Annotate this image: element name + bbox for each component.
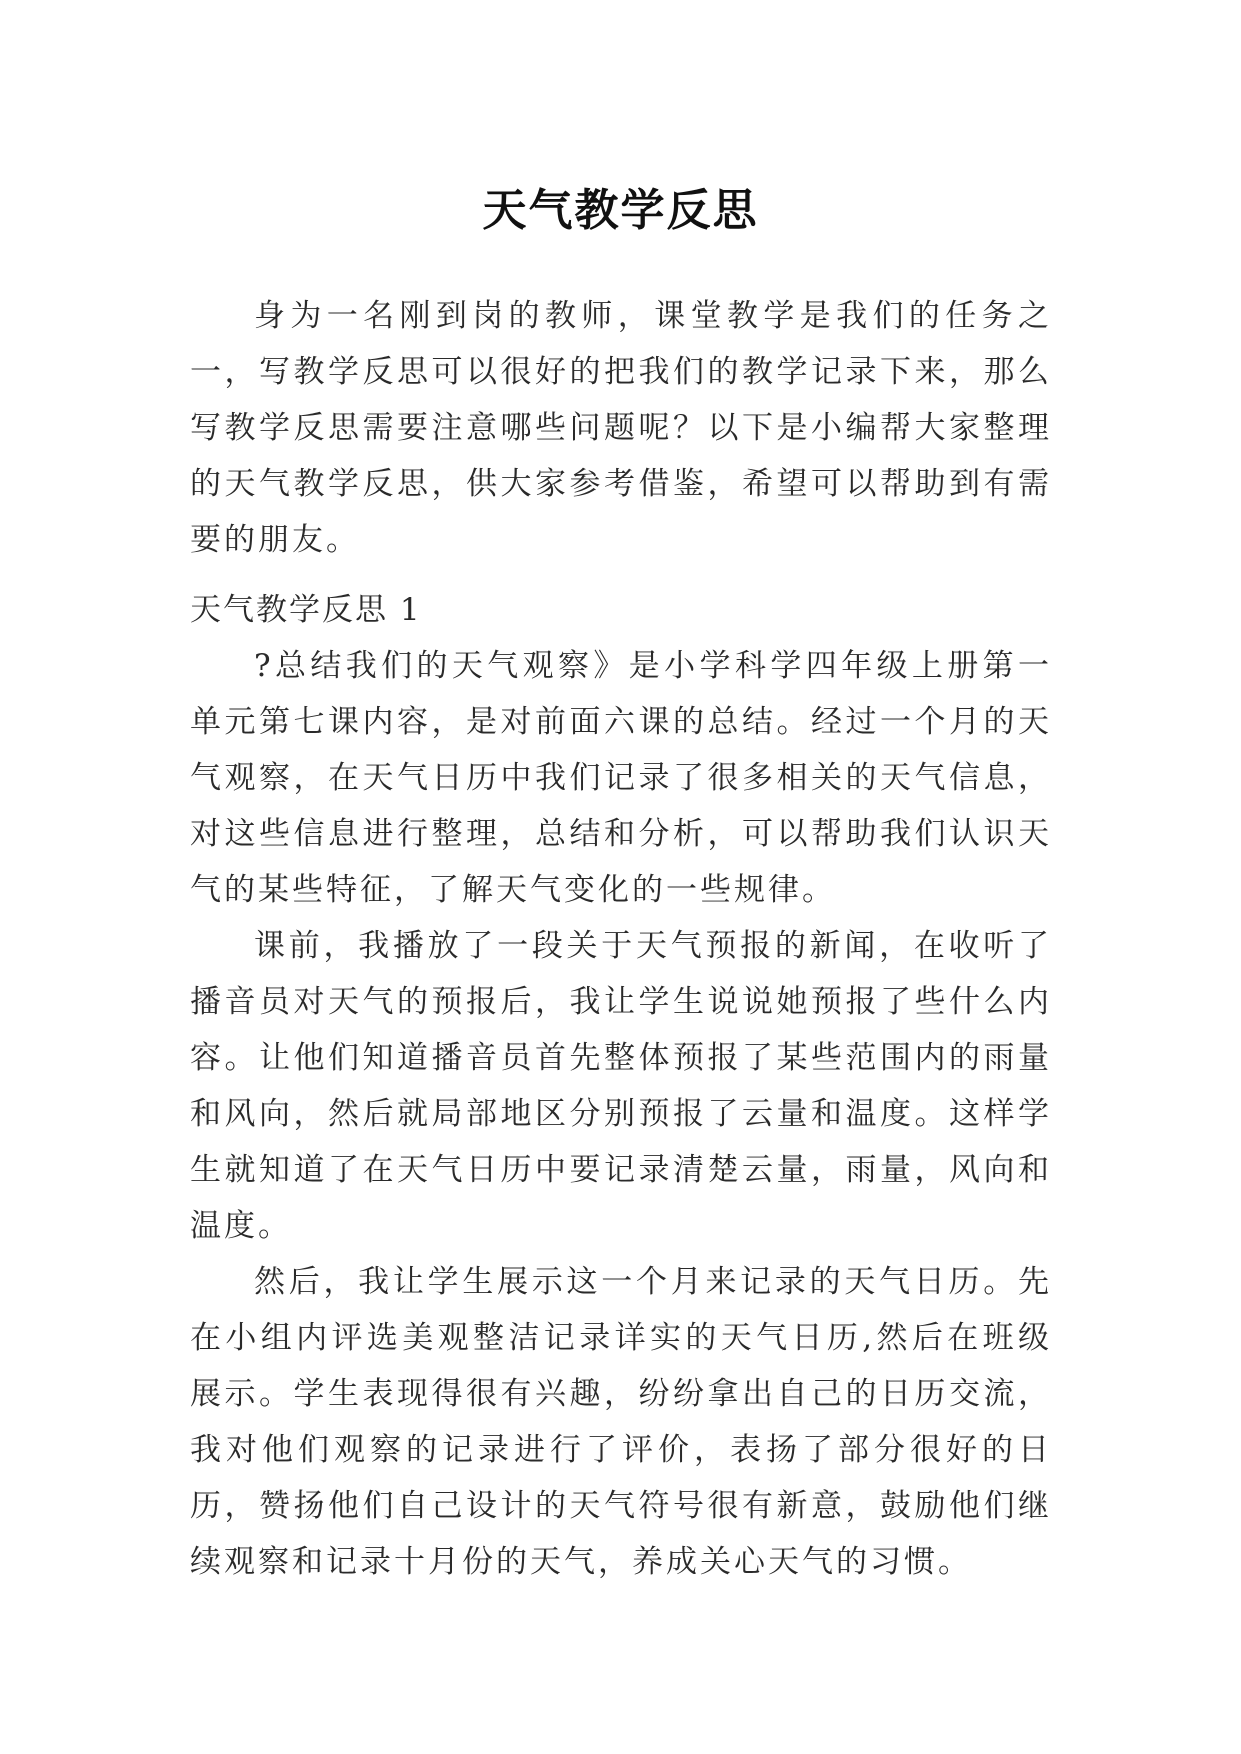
section-paragraph-3: 然后，我让学生展示这一个月来记录的天气日历。先在小组内评选美观整洁记录详实的天气日历,然后在班级展示。学生表现得很有兴趣，纷纷拿出自己的日历交流，我对他们观察的记录进行了评价，表扬了部分很好的日历，赞扬他们自己设计的天气符号很有新意，鼓励他们继续观察和记录十月份的天气，养成关心天气的习惯。	[190, 1264, 1052, 1580]
document-title: 天气教学反思	[482, 185, 759, 237]
section-body	[190, 638, 1052, 1590]
intro-paragraph: 身为一名刚到岗的教师，课堂教学是我们的任务之一，写教学反思可以很好的把我们的教学记录下来，那么写教学反思需要注意哪些问题呢？以下是小编帮大家整理的天气教学反思，供大家参考借鉴，希望可以帮助到有需要的朋友。	[190, 298, 1052, 558]
section-paragraph-1: ?总结我们的天气观察》是小学科学四年级上册第一单元第七课内容，是对前面六课的总结。经过一个月的天气观察，在天气日历中我们记录了很多相关的天气信息，对这些信息进行整理，总结和分析，可以帮助我们认识天气的某些特征，了解天气变化的一些规律。	[190, 648, 1052, 908]
intro-block	[190, 288, 1052, 568]
section-heading: 天气教学反思 1	[190, 592, 422, 628]
section-paragraph-2: 课前，我播放了一段关于天气预报的新闻，在收听了播音员对天气的预报后，我让学生说说她预报了些什么内容。让他们知道播音员首先整体预报了某些范围内的雨量和风向，然后就局部地区分别预报了云量和温度。这样学生就知道了在天气日历中要记录清楚云量，雨量，风向和温度。	[190, 928, 1052, 1244]
